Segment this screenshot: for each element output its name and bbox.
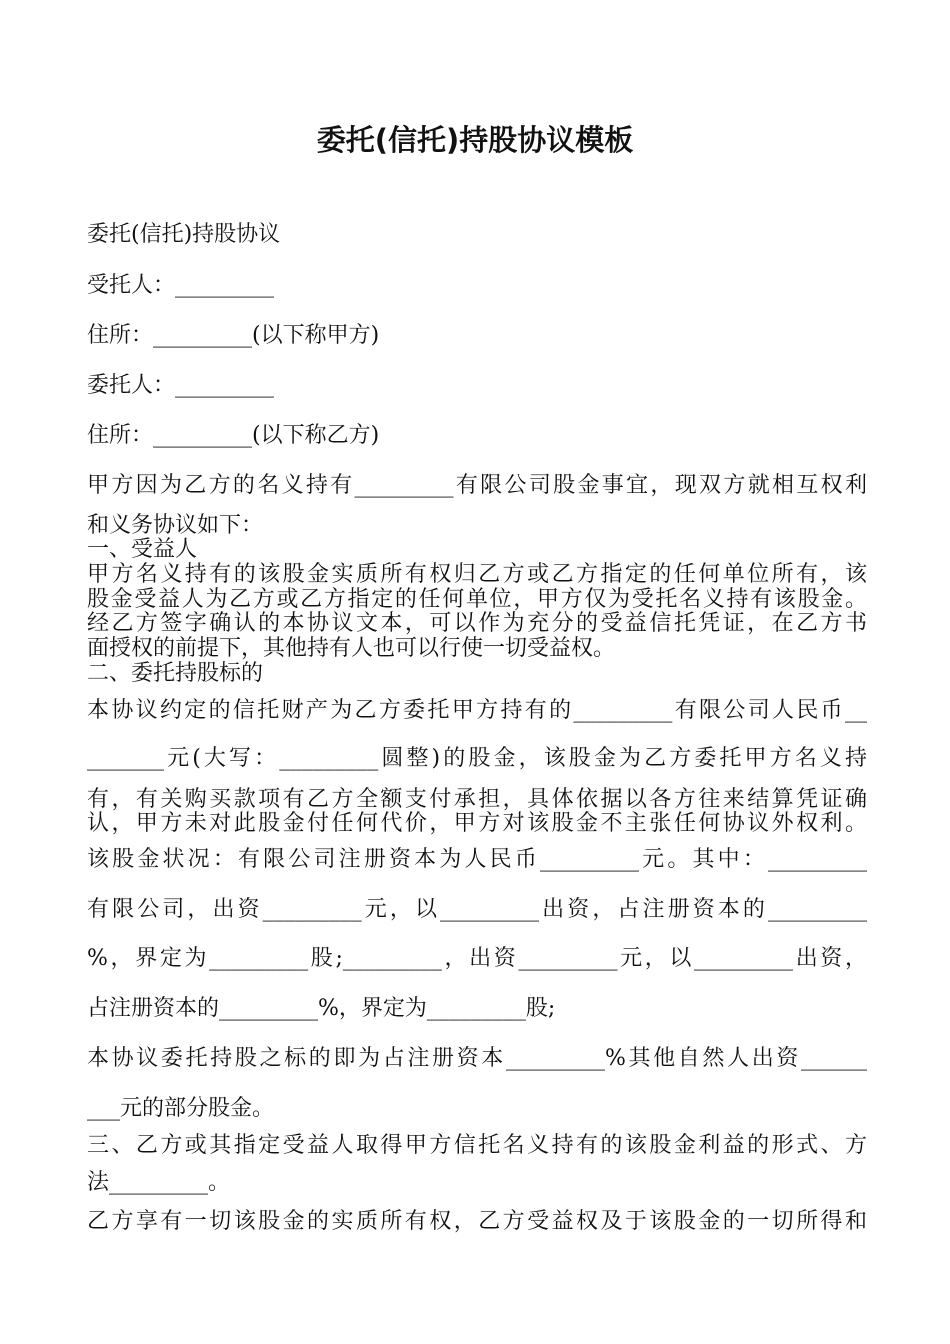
subject-line-1: 本协议委托持股之标的即为占注册资本_________%其他自然人出资______ [87,1046,867,1071]
equity-status-line-2: 有限公司，出资_________元，以_________出资，占注册资本的_________ [87,897,867,922]
section-2-line-3: 有，有关购买款项有乙方全额支付承担，具体依据以各方往来结算凭证确 [87,787,867,812]
trustee-address-line: 住所：_________(以下称甲方) [87,323,380,348]
equity-status-line-1: 该股金状况：有限公司注册资本为人民币_________元。其中：_________ [87,847,867,872]
section-2-line-4: 认，甲方未对此股金付任何代价，甲方对该股金不主张任何协议外权利。 [87,811,867,836]
trustor-address-line: 住所：_________(以下称乙方) [87,423,380,448]
document-title: 委托(信托)持股协议模板 [316,123,634,157]
section-1-line-1: 甲方名义持有的该股金实质所有权归乙方或乙方指定的任何单位所有，该 [87,562,867,587]
preamble-line-1: 甲方因为乙方的名义持有_________有限公司股金事宜，现双方就相互权利 [87,473,867,498]
section-2-heading: 二、委托持股标的 [87,661,264,686]
trustee-line: 受托人：_________ [87,273,275,298]
section-3-heading-line-2: 法_________。 [87,1170,231,1195]
section-1-heading: 一、受益人 [87,537,198,562]
section-2-line-1: 本协议约定的信托财产为乙方委托甲方持有的_________有限公司人民币__ [87,698,867,723]
equity-status-line-3: %，界定为_________股;_________，出资_________元，以_________出资， [87,946,867,971]
section-1-line-2: 股金受益人为乙方或乙方指定的任何单位，甲方仅为受托名义持有该股金。 [87,587,867,612]
agreement-heading: 委托(信托)持股协议 [87,222,281,247]
section-1-line-3: 经乙方签字确认的本协议文本，可以作为充分的受益信托凭证，在乙方书 [87,611,867,636]
equity-status-line-4: 占注册资本的_________%，界定为_________股; [87,996,556,1021]
section-3-line-1: 乙方享有一切该股金的实质所有权，乙方受益权及于该股金的一切所得和 [87,1209,867,1234]
section-2-line-2: _______元(大写：_________圆整)的股金，该股金为乙方委托甲方名义持 [87,746,867,771]
trustor-line: 委托人：_________ [87,373,275,398]
section-1-line-4: 面授权的前提下，其他持有人也可以行使一切受益权。 [87,636,616,661]
section-3-heading-line-1: 三、乙方或其指定受益人取得甲方信托名义持有的该股金利益的形式、方 [87,1133,867,1158]
subject-line-2: ___元的部分股金。 [87,1096,275,1121]
preamble-line-2: 和义务协议如下： [87,513,264,538]
